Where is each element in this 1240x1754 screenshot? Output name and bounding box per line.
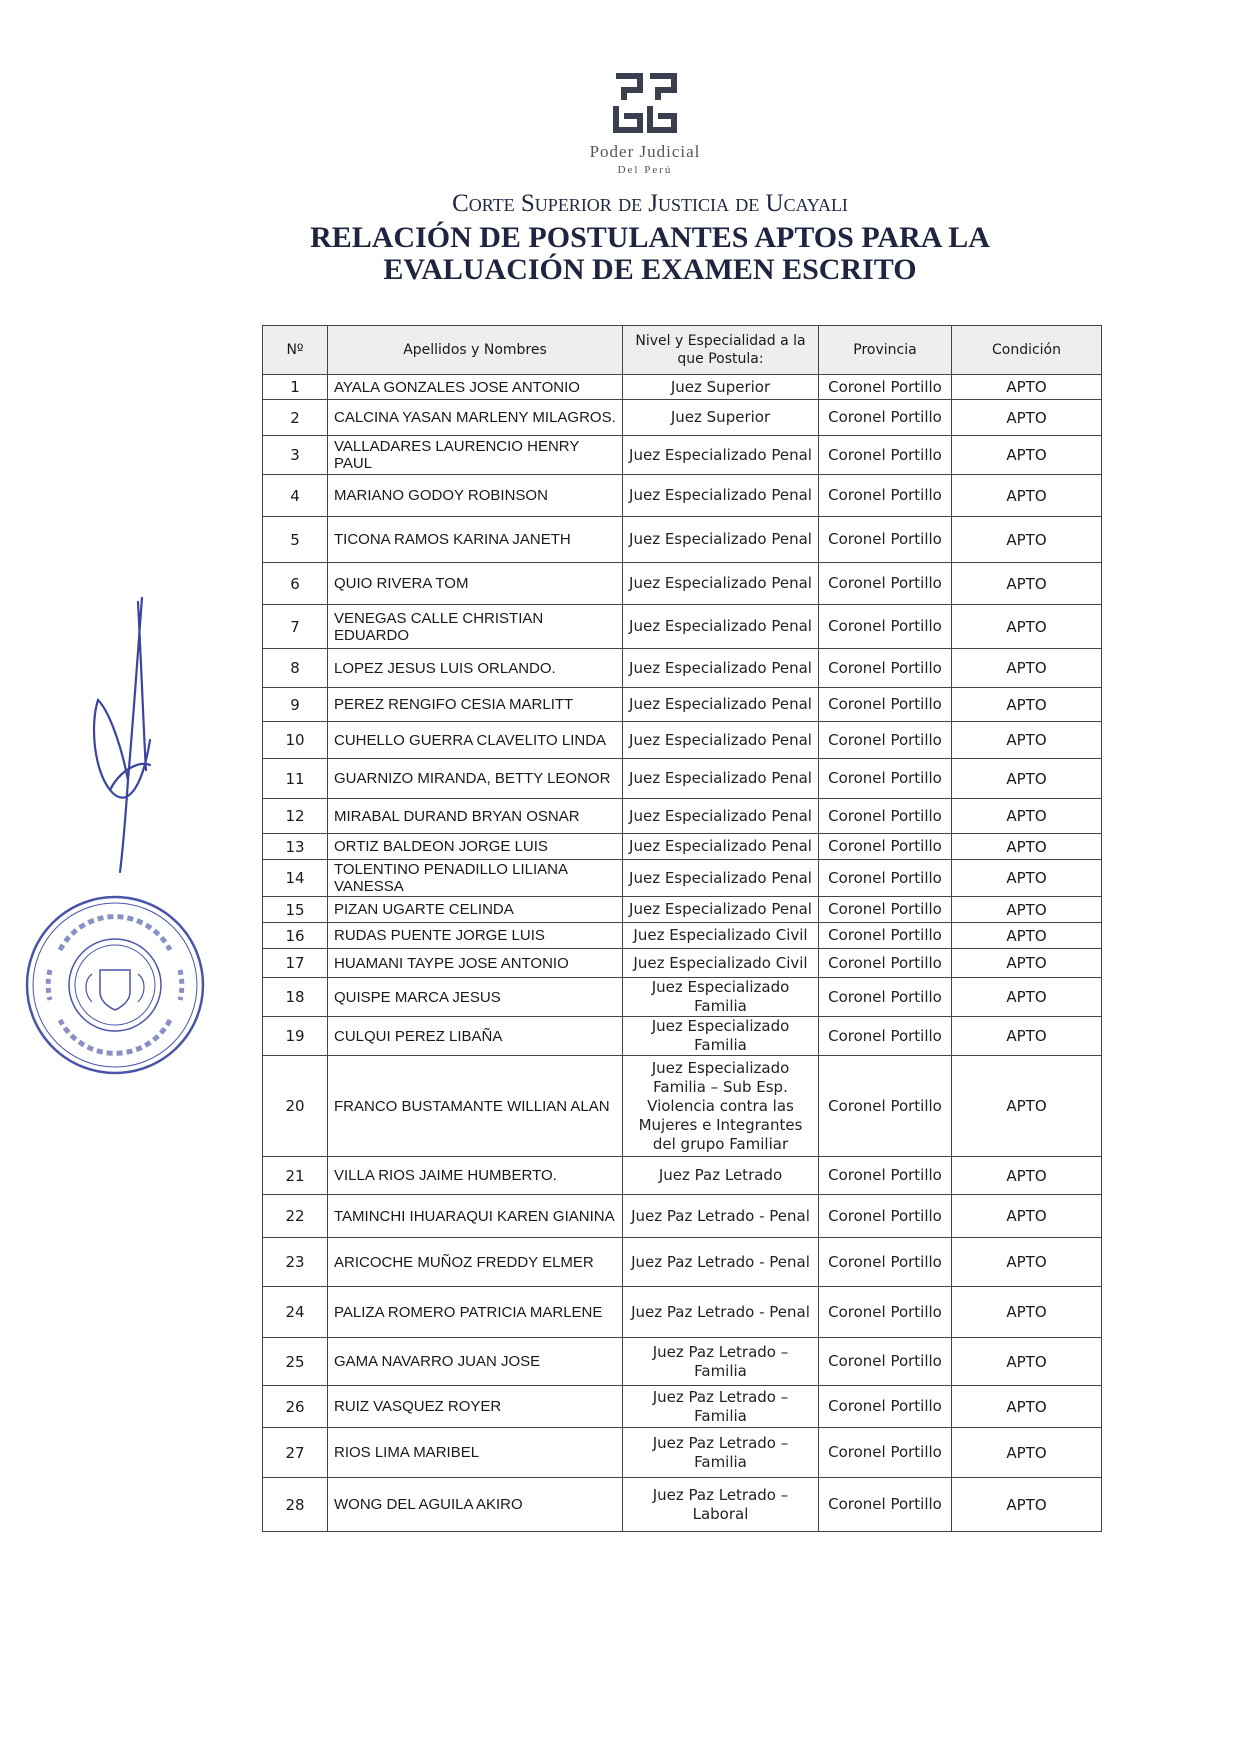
applicant-name: MIRABAL DURAND BRYAN OSNAR <box>328 799 623 834</box>
applicant-name: CALCINA YASAN MARLENY MILAGROS. <box>328 400 623 436</box>
table-row <box>263 799 1102 834</box>
applicant-province: Coronel Portillo <box>819 1338 952 1386</box>
row-number: 19 <box>263 1017 328 1056</box>
applicant-condition: APTO <box>952 605 1102 649</box>
applicant-level: Juez Paz Letrado - Penal <box>623 1238 819 1287</box>
row-number: 24 <box>263 1287 328 1338</box>
table-row <box>263 1478 1102 1532</box>
table-row <box>263 722 1102 759</box>
institution-country: Del Perú <box>617 164 673 176</box>
applicant-province: Coronel Portillo <box>819 897 952 923</box>
court-name: Corte Superior de Justicia de Ucayali <box>452 190 848 217</box>
applicant-condition: APTO <box>952 563 1102 605</box>
applicant-name: RUDAS PUENTE JORGE LUIS <box>328 923 623 949</box>
applicant-condition: APTO <box>952 649 1102 688</box>
applicant-condition: APTO <box>952 1287 1102 1338</box>
applicant-level: Juez Especializado Penal <box>623 649 819 688</box>
row-number: 25 <box>263 1338 328 1386</box>
row-number: 9 <box>263 688 328 722</box>
applicant-province: Coronel Portillo <box>819 1287 952 1338</box>
applicant-level: Juez Especializado Penal <box>623 688 819 722</box>
applicant-level: Juez Especializado Familia – Sub Esp. Violencia contra las Mujeres e Integrantes del grupo Familiar <box>623 1056 819 1157</box>
applicant-condition: APTO <box>952 1238 1102 1287</box>
applicant-province: Coronel Portillo <box>819 400 952 436</box>
applicant-name: PIZAN UGARTE CELINDA <box>328 897 623 923</box>
row-number: 16 <box>263 923 328 949</box>
applicant-province: Coronel Portillo <box>819 688 952 722</box>
row-number: 28 <box>263 1478 328 1532</box>
table-row <box>263 1338 1102 1386</box>
applicant-name: RUIZ VASQUEZ ROYER <box>328 1386 623 1428</box>
header-province: Provincia <box>819 326 952 375</box>
applicant-condition: APTO <box>952 375 1102 400</box>
table-header-row <box>263 326 1102 375</box>
applicant-name: HUAMANI TAYPE JOSE ANTONIO <box>328 949 623 978</box>
applicant-name: QUISPE MARCA JESUS <box>328 978 623 1017</box>
row-number: 13 <box>263 834 328 860</box>
table-row <box>263 1428 1102 1478</box>
applicant-province: Coronel Portillo <box>819 834 952 860</box>
applicant-level: Juez Paz Letrado <box>623 1157 819 1195</box>
applicant-level: Juez Especializado Civil <box>623 949 819 978</box>
table-row <box>263 860 1102 897</box>
applicant-name: TOLENTINO PENADILLO LILIANA VANESSA <box>328 860 623 897</box>
header-name: Apellidos y Nombres <box>328 326 623 375</box>
title-line-2: EVALUACIÓN DE EXAMEN ESCRITO <box>383 253 917 286</box>
applicant-condition: APTO <box>952 436 1102 475</box>
row-number: 18 <box>263 978 328 1017</box>
applicant-name: WONG DEL AGUILA AKIRO <box>328 1478 623 1532</box>
applicant-name: VILLA RIOS JAIME HUMBERTO. <box>328 1157 623 1195</box>
table-row <box>263 375 1102 400</box>
applicants-table <box>262 325 1102 1532</box>
table-row <box>263 649 1102 688</box>
table-row <box>263 688 1102 722</box>
applicant-level: Juez Especializado Penal <box>623 722 819 759</box>
row-number: 1 <box>263 375 328 400</box>
document-title <box>220 222 1080 286</box>
row-number: 6 <box>263 563 328 605</box>
header-no: Nº <box>263 326 328 375</box>
applicant-condition: APTO <box>952 978 1102 1017</box>
applicant-condition: APTO <box>952 799 1102 834</box>
applicant-province: Coronel Portillo <box>819 375 952 400</box>
poder-judicial-logo-icon <box>612 72 678 134</box>
table-row <box>263 897 1102 923</box>
applicant-condition: APTO <box>952 834 1102 860</box>
applicant-level: Juez Superior <box>623 400 819 436</box>
applicant-condition: APTO <box>952 400 1102 436</box>
applicant-name: TAMINCHI IHUARAQUI KAREN GIANINA <box>328 1195 623 1238</box>
applicant-name: RIOS LIMA MARIBEL <box>328 1428 623 1478</box>
row-number: 22 <box>263 1195 328 1238</box>
applicant-condition: APTO <box>952 1478 1102 1532</box>
applicant-name: FRANCO BUSTAMANTE WILLIAN ALAN <box>328 1056 623 1157</box>
applicant-level: Juez Paz Letrado – Familia <box>623 1428 819 1478</box>
institution-name: Poder Judicial <box>589 142 701 161</box>
row-number: 17 <box>263 949 328 978</box>
applicant-level: Juez Especializado Penal <box>623 759 819 799</box>
applicant-province: Coronel Portillo <box>819 436 952 475</box>
applicant-province: Coronel Portillo <box>819 759 952 799</box>
row-number: 21 <box>263 1157 328 1195</box>
table-row <box>263 1195 1102 1238</box>
table-row <box>263 1238 1102 1287</box>
applicant-level: Juez Paz Letrado – Familia <box>623 1386 819 1428</box>
applicant-level: Juez Especializado Penal <box>623 436 819 475</box>
applicant-province: Coronel Portillo <box>819 1478 952 1532</box>
table-row <box>263 1386 1102 1428</box>
applicant-name: LOPEZ JESUS LUIS ORLANDO. <box>328 649 623 688</box>
applicant-condition: APTO <box>952 897 1102 923</box>
official-seal-icon <box>20 890 210 1080</box>
applicant-province: Coronel Portillo <box>819 1238 952 1287</box>
applicant-condition: APTO <box>952 759 1102 799</box>
table-row <box>263 475 1102 517</box>
applicant-condition: APTO <box>952 517 1102 563</box>
row-number: 26 <box>263 1386 328 1428</box>
applicant-level: Juez Paz Letrado – Laboral <box>623 1478 819 1532</box>
applicant-name: CULQUI PEREZ LIBAÑA <box>328 1017 623 1056</box>
table-row <box>263 1157 1102 1195</box>
applicant-level: Juez Especializado Penal <box>623 860 819 897</box>
applicant-name: PALIZA ROMERO PATRICIA MARLENE <box>328 1287 623 1338</box>
row-number: 7 <box>263 605 328 649</box>
applicant-province: Coronel Portillo <box>819 517 952 563</box>
applicant-name: GUARNIZO MIRANDA, BETTY LEONOR <box>328 759 623 799</box>
applicant-level: Juez Superior <box>623 375 819 400</box>
applicant-level: Juez Especializado Familia <box>623 978 819 1017</box>
applicant-level: Juez Paz Letrado – Familia <box>623 1338 819 1386</box>
applicant-condition: APTO <box>952 949 1102 978</box>
applicant-province: Coronel Portillo <box>819 949 952 978</box>
applicant-level: Juez Especializado Penal <box>623 834 819 860</box>
applicant-condition: APTO <box>952 923 1102 949</box>
applicant-province: Coronel Portillo <box>819 978 952 1017</box>
applicant-name: ORTIZ BALDEON JORGE LUIS <box>328 834 623 860</box>
applicant-level: Juez Especializado Penal <box>623 605 819 649</box>
applicant-name: AYALA GONZALES JOSE ANTONIO <box>328 375 623 400</box>
applicant-name: TICONA RAMOS KARINA JANETH <box>328 517 623 563</box>
applicant-name: GAMA NAVARRO JUAN JOSE <box>328 1338 623 1386</box>
row-number: 10 <box>263 722 328 759</box>
title-line-1: RELACIÓN DE POSTULANTES APTOS PARA LA <box>310 221 990 254</box>
table-row <box>263 436 1102 475</box>
header-level: Nivel y Especialidad a la que Postula: <box>623 326 819 375</box>
applicant-province: Coronel Portillo <box>819 860 952 897</box>
applicant-condition: APTO <box>952 688 1102 722</box>
row-number: 2 <box>263 400 328 436</box>
applicant-name: VENEGAS CALLE CHRISTIAN EDUARDO <box>328 605 623 649</box>
row-number: 14 <box>263 860 328 897</box>
table-row <box>263 923 1102 949</box>
table-row <box>263 400 1102 436</box>
applicant-condition: APTO <box>952 860 1102 897</box>
applicant-name: PEREZ RENGIFO CESIA MARLITT <box>328 688 623 722</box>
applicant-province: Coronel Portillo <box>819 1157 952 1195</box>
applicant-level: Juez Paz Letrado - Penal <box>623 1195 819 1238</box>
applicant-province: Coronel Portillo <box>819 605 952 649</box>
handwritten-signature-icon <box>80 590 190 880</box>
table-row <box>263 605 1102 649</box>
applicant-condition: APTO <box>952 1017 1102 1056</box>
table-row <box>263 759 1102 799</box>
applicant-condition: APTO <box>952 722 1102 759</box>
table-row <box>263 978 1102 1017</box>
applicant-level: Juez Especializado Penal <box>623 517 819 563</box>
row-number: 15 <box>263 897 328 923</box>
applicant-condition: APTO <box>952 475 1102 517</box>
applicant-province: Coronel Portillo <box>819 649 952 688</box>
applicant-condition: APTO <box>952 1338 1102 1386</box>
applicant-province: Coronel Portillo <box>819 1386 952 1428</box>
applicant-province: Coronel Portillo <box>819 923 952 949</box>
applicant-name: ARICOCHE MUÑOZ FREDDY ELMER <box>328 1238 623 1287</box>
header-condition: Condición <box>952 326 1102 375</box>
applicant-condition: APTO <box>952 1157 1102 1195</box>
table-row <box>263 1056 1102 1157</box>
table-row <box>263 1017 1102 1056</box>
applicant-level: Juez Especializado Penal <box>623 799 819 834</box>
row-number: 27 <box>263 1428 328 1478</box>
applicant-province: Coronel Portillo <box>819 799 952 834</box>
applicant-condition: APTO <box>952 1195 1102 1238</box>
row-number: 23 <box>263 1238 328 1287</box>
applicant-condition: APTO <box>952 1428 1102 1478</box>
row-number: 12 <box>263 799 328 834</box>
table-row <box>263 949 1102 978</box>
row-number: 8 <box>263 649 328 688</box>
applicant-condition: APTO <box>952 1386 1102 1428</box>
applicant-level: Juez Especializado Penal <box>623 897 819 923</box>
applicant-name: CUHELLO GUERRA CLAVELITO LINDA <box>328 722 623 759</box>
row-number: 3 <box>263 436 328 475</box>
applicant-province: Coronel Portillo <box>819 475 952 517</box>
row-number: 20 <box>263 1056 328 1157</box>
applicant-province: Coronel Portillo <box>819 1056 952 1157</box>
applicant-province: Coronel Portillo <box>819 1195 952 1238</box>
applicant-name: VALLADARES LAURENCIO HENRY PAUL <box>328 436 623 475</box>
applicant-province: Coronel Portillo <box>819 722 952 759</box>
table-row <box>263 563 1102 605</box>
table-row <box>263 834 1102 860</box>
applicant-condition: APTO <box>952 1056 1102 1157</box>
applicant-level: Juez Especializado Familia <box>623 1017 819 1056</box>
table-row <box>263 1287 1102 1338</box>
table-row <box>263 517 1102 563</box>
applicant-level: Juez Especializado Penal <box>623 563 819 605</box>
applicant-province: Coronel Portillo <box>819 1428 952 1478</box>
row-number: 5 <box>263 517 328 563</box>
applicant-level: Juez Especializado Civil <box>623 923 819 949</box>
applicant-province: Coronel Portillo <box>819 1017 952 1056</box>
applicant-level: Juez Paz Letrado - Penal <box>623 1287 819 1338</box>
applicant-province: Coronel Portillo <box>819 563 952 605</box>
applicant-name: QUIO RIVERA TOM <box>328 563 623 605</box>
row-number: 11 <box>263 759 328 799</box>
applicant-name: MARIANO GODOY ROBINSON <box>328 475 623 517</box>
applicant-level: Juez Especializado Penal <box>623 475 819 517</box>
row-number: 4 <box>263 475 328 517</box>
